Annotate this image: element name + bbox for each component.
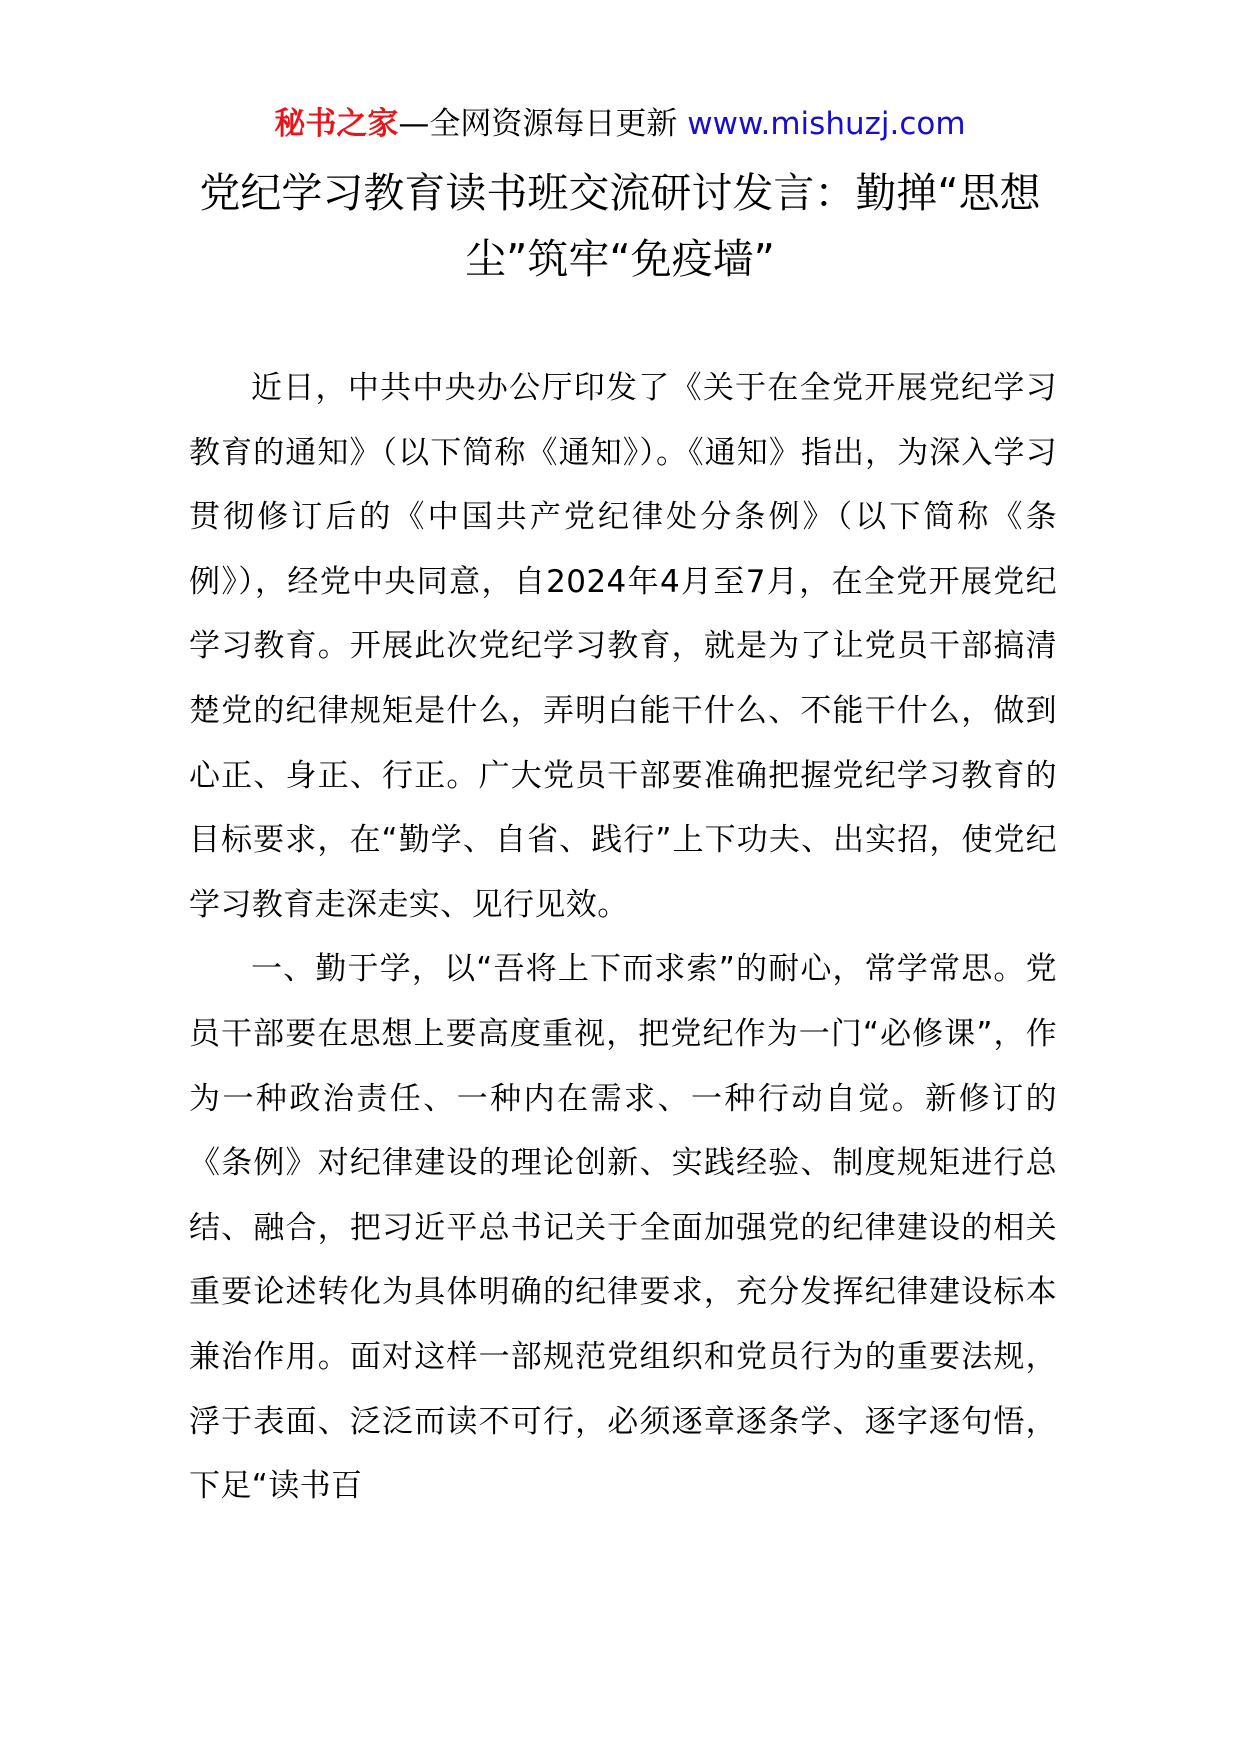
site-brand-name: 秘书之家 [274,106,399,142]
site-slogan: —全网资源每日更新 [398,106,678,142]
body-paragraph-section-one: 一、勤于学，以“吾将上下而求索”的耐心，常学常思。党员干部要在思想上要高度重视，把党纪作为一门“必修课”，作为一种政治责任、一种内在需求、一种行动自觉。新修订的《条例》对纪律建设的理论创新、实践经验、制度规矩进行总结、融合，把习近平总书记关于全面加强党的纪律建设的相关重要论述转化为具体明确的纪律要求，充分发挥纪律建设标本兼治作用。面对这样一部规范党组织和党员行为的重要法规，浮于表面、泛泛而读不可行，必须逐章逐条学、逐字逐句悟，下足“读书百 [189,951,1057,1505]
document-title: 党纪学习教育读书班交流研讨发言：勤掸“思想尘”筑牢“免疫墙” [199,169,1041,283]
body-paragraph-intro: 近日，中共中央办公厅印发了《关于在全党开展党纪学习教育的通知》（以下简称《通知》）。《通知》指出，为深入学习贯彻修订后的《中国共产党纪律处分条例》（以下简称《条例》），经党中央同意，自2024年4月至7月，在全党开展党纪学习教育。开展此次党纪学习教育，就是为了让党员干部搞清楚党的纪律规矩是什么，弄明白能干什么、不能干什么，做到心正、身正、行正。广大党员干部要准确把握党纪学习教育的目标要求，在“勤学、自省、践行”上下功夫、出实招，使党纪学习教育走深走实、见行见效。 [189,370,1057,923]
document-body [189,356,1057,1519]
site-banner [0,98,1240,150]
site-url-link[interactable]: www.mishuzj.com [687,106,966,142]
